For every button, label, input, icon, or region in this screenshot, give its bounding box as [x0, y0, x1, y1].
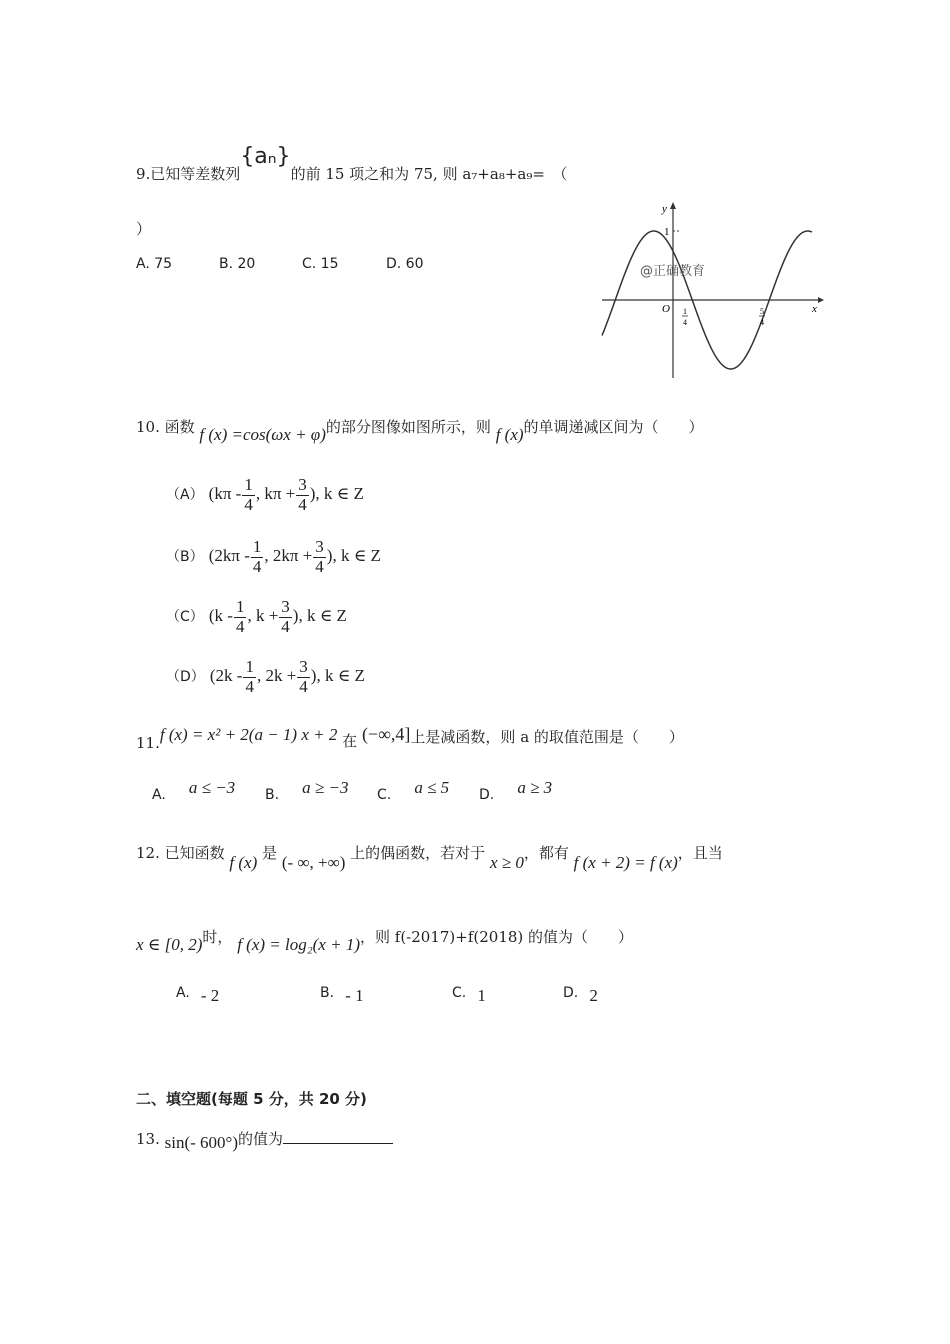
- q12-period: f (x + 2) = f (x): [573, 853, 678, 872]
- tick-five-quarter-den: 4: [760, 318, 764, 327]
- q12-condition: x ≥ 0: [489, 853, 524, 872]
- q10-line: [136, 416, 704, 444]
- q12-domain: (- ∞, +∞): [281, 853, 346, 872]
- q12-log: f (x) = log₂(x + 1): [237, 935, 360, 954]
- q11-num: 11.: [136, 734, 160, 752]
- q10-function: f (x) =cos(ωx + φ): [199, 425, 326, 444]
- q11-line: [136, 724, 684, 752]
- q12-t2: ，都有: [523, 844, 569, 862]
- q12-option-b: B. - 1: [320, 985, 364, 1005]
- q12-t1: 上的偶函数，若对于: [350, 844, 486, 862]
- q9-prefix: 9.已知等差数列: [136, 165, 241, 183]
- y-one-label: 1: [664, 226, 670, 238]
- cosine-graph: [598, 198, 824, 382]
- q10-mid: 的部分图像如图所示，则: [325, 418, 491, 436]
- tick-five-quarter-num: 5: [760, 307, 764, 316]
- q11-function: f (x) = x² + 2(a − 1) x + 2: [159, 725, 338, 744]
- q13-expression: sin(- 600°): [164, 1133, 239, 1152]
- q9-option-a: A. 75: [136, 256, 173, 272]
- q11-interval: (−∞,4]: [361, 724, 411, 744]
- origin-label: O: [662, 303, 670, 315]
- q12-range: x ∈ [0, 2): [136, 935, 203, 954]
- y-axis-arrow: [670, 202, 676, 209]
- q11-option-b: B. a ≥ −3: [265, 778, 349, 803]
- q10-option-a: （A） (kπ - $\frac{1}{4}$ , kπ + $\frac{3}{4}$ ), k ∈ Z: [166, 475, 364, 514]
- q9-option-d: D. 60: [386, 256, 424, 272]
- q11-option-a: A. a ≤ −3: [152, 778, 236, 803]
- q11-option-d: D. a ≥ 3: [479, 778, 553, 803]
- q12-t4: 时，: [202, 928, 233, 946]
- q12-option-d: D. 2: [563, 985, 598, 1005]
- q11-option-c: C. a ≤ 5: [377, 778, 450, 803]
- q12-line2: [136, 926, 634, 954]
- q12-line1: [136, 842, 723, 872]
- q13-answer-blank[interactable]: [283, 1129, 393, 1144]
- watermark: @正确教育: [640, 264, 706, 279]
- q9-option-b: B. 20: [219, 256, 256, 272]
- q10-fx: f (x): [495, 425, 524, 444]
- q9-line: [136, 144, 568, 185]
- q9-option-c: C. 15: [302, 256, 339, 272]
- q10-num: 10. 函数: [136, 418, 195, 436]
- q10-option-c: （C） (k - $\frac{1}{4}$ , k + $\frac{3}{4}$ ), k ∈ Z: [166, 597, 347, 636]
- q9-suffix: 的前 15 项之和为 75, 则 a₇+a₈+a₉= （: [290, 165, 568, 183]
- y-axis-label: y: [662, 203, 667, 215]
- q11-tail: 上是减函数，则 a 的取值范围是（ ）: [410, 728, 684, 746]
- q10-option-b: （B） (2kπ - $\frac{1}{4}$ , 2kπ + $\frac{3}{4}$ ), k ∈ Z: [166, 537, 381, 576]
- q12-option-a: A. - 2: [176, 985, 220, 1005]
- q12-is: 是: [262, 844, 278, 862]
- q12-t3: ，且当: [677, 844, 723, 862]
- q13-tail: 的值为: [238, 1130, 284, 1148]
- q10-tail: 的单调递减区间为（ ）: [523, 418, 704, 436]
- tick-quarter-num: 1: [683, 307, 687, 316]
- q9-close: ）: [136, 220, 152, 238]
- q12-num: 12. 已知函数: [136, 844, 225, 862]
- q10-option-d: （D） (2k - $\frac{1}{4}$ , 2k + $\frac{3}{4}$ ), k ∈ Z: [166, 657, 365, 696]
- q13-line: [136, 1128, 393, 1152]
- q12-fx: f (x): [229, 853, 258, 872]
- x-axis-arrow: [818, 297, 824, 303]
- q11-on: 在: [342, 732, 358, 750]
- q13-num: 13.: [136, 1130, 160, 1148]
- q12-option-c: C. 1: [452, 985, 486, 1005]
- tick-quarter-den: 4: [683, 318, 687, 327]
- q12-t5: ，则 f(-2017)+f(2018) 的值为（ ）: [360, 928, 634, 946]
- x-axis-label: x: [812, 303, 817, 315]
- q9-sequence: {aₙ}: [240, 144, 291, 169]
- section-heading: 二、填空题(每题 5 分，共 20 分): [136, 1090, 367, 1108]
